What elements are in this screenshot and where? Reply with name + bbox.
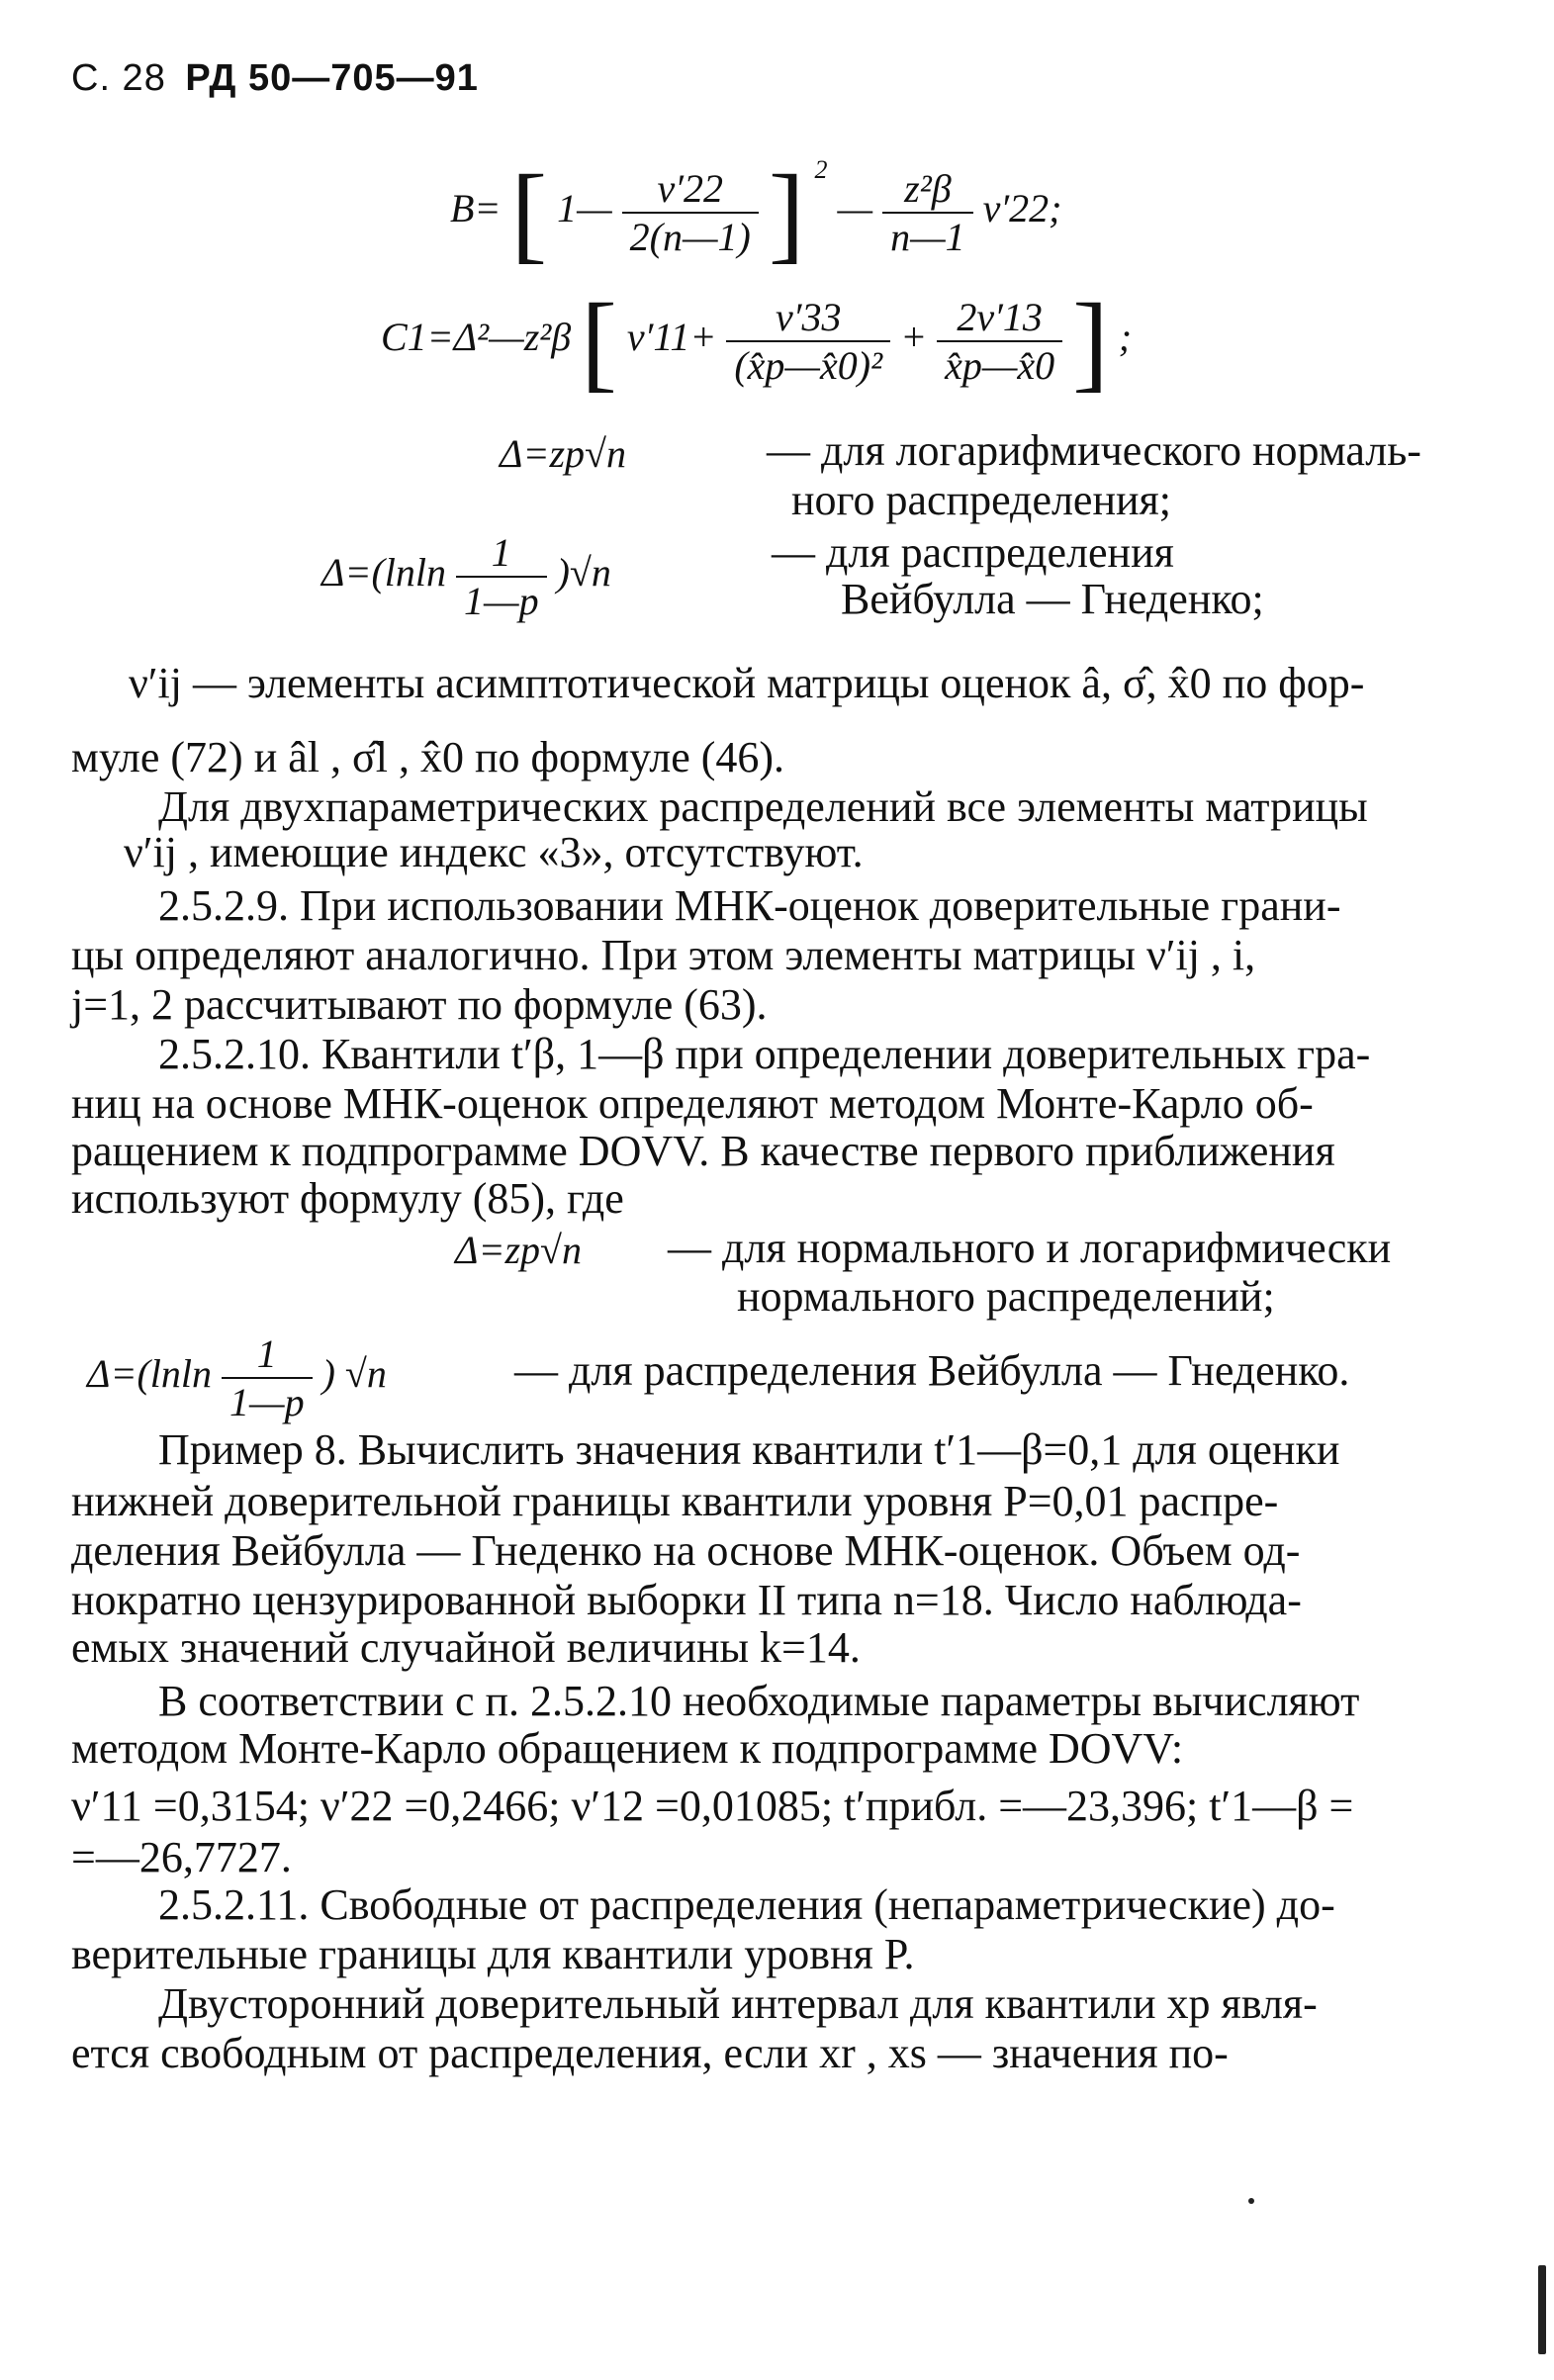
- formula-delta-weibull-lhs: Δ=(lnln: [321, 550, 447, 595]
- formula-b-denominator: 2(n—1): [629, 215, 751, 259]
- formula-delta-lognormal-text1: — для логарифмического нормаль-: [767, 426, 1421, 475]
- formula-delta-weibull2-text: — для распределения Вейбулла — Гнеденко.: [514, 1346, 1350, 1395]
- scan-edge-mark: [1538, 2265, 1546, 2354]
- formula-b-power: 2: [814, 154, 828, 184]
- formula-delta-normal-text1: — для нормального и логарифмически: [668, 1224, 1392, 1272]
- formula-b: [450, 152, 1062, 273]
- formula-b-minus: —: [837, 186, 873, 231]
- bracket-right: ]: [768, 152, 805, 273]
- example-line: методом Монте-Карло обращением к подпрограмме DOVV:: [71, 1724, 1184, 1773]
- formula-delta-weibull-numerator: 1: [456, 529, 547, 578]
- formula-b-fraction: [622, 165, 759, 260]
- paragraph-line: цы определяют аналогично. При этом элементы матрицы ν′ij , i,: [71, 931, 1256, 979]
- formula-delta-weibull2-rhs: ) √n: [321, 1351, 387, 1397]
- paragraph-line: ращением к подпрограмме DOVV. В качестве первого приближения: [71, 1127, 1335, 1175]
- formula-b-numerator2: z²β: [882, 165, 973, 214]
- formula-delta-weibull2: [87, 1330, 387, 1425]
- paragraph-line: 2.5.2.9. При использовании МНК-оценок доверительные грани-: [158, 881, 1341, 930]
- formula-delta-weibull-text1: — для распределения: [772, 528, 1174, 577]
- example-line: деления Вейбулла — Гнеденко на основе МНК-оценок. Объем од-: [71, 1526, 1301, 1575]
- paragraph-line: ν′ij , имеющие индекс «3», отсутствуют.: [124, 828, 864, 876]
- formula-delta-weibull-rhs: )√n: [556, 550, 611, 595]
- paragraph-line: j=1, 2 рассчитывают по формуле (63).: [71, 980, 768, 1029]
- formula-b-numerator: ν′22: [622, 165, 759, 214]
- page-number: С. 28: [71, 57, 166, 99]
- paragraph-line: ниц на основе МНК-оценок определяют методом Монте-Карло об-: [71, 1079, 1314, 1128]
- example-line: ν′11 =0,3154; ν′22 =0,2466; ν′12 =0,01085; t′прибл. =—23,396; t′1—β =: [71, 1782, 1354, 1830]
- section-line: Двусторонний доверительный интервал для квантили xp явля-: [158, 1979, 1318, 2028]
- paragraph-line: Для двухпараметрических распределений все элементы матрицы: [158, 782, 1368, 831]
- formula-c1-numerator1: ν′33: [726, 294, 890, 342]
- example-line: =—26,7727.: [71, 1833, 292, 1881]
- formula-delta-weibull2-fraction: [222, 1330, 313, 1425]
- example-line: нократно цензурированной выборки II типа n=18. Число наблюда-: [71, 1576, 1302, 1624]
- formula-delta-lognormal-text2: ного распределения;: [791, 476, 1172, 524]
- formula-delta-weibull-fraction: [456, 529, 547, 624]
- paragraph-line: 2.5.2.10. Квантили t′β, 1—β при определении доверительных гра-: [158, 1030, 1371, 1078]
- formula-c1-numerator2: 2ν′13: [937, 294, 1062, 342]
- bracket-left: [: [510, 152, 548, 273]
- section-line: верительные границы для квантили уровня P.: [71, 1930, 915, 1978]
- example-line: емых значений случайной величины k=14.: [71, 1623, 861, 1672]
- example-line: нижней доверительной границы квантили уровня P=0,01 распре-: [71, 1477, 1279, 1525]
- paragraph-line: используют формулу (85), где: [71, 1174, 624, 1223]
- formula-delta-normal: Δ=zp√n: [455, 1228, 582, 1272]
- section-line: 2.5.2.11. Свободные от распределения (непараметрические) до-: [158, 1880, 1335, 1929]
- formula-delta-weibull-denominator: 1—p: [464, 579, 539, 623]
- formula-delta-lognormal: Δ=zp√n: [500, 431, 626, 476]
- example-line: Пример 8. Вычислить значения квантили t′1—β=0,1 для оценки: [158, 1425, 1340, 1474]
- section-line: ется свободным от распределения, если xr , xs — значения по-: [71, 2029, 1229, 2077]
- bracket-right: ]: [1072, 281, 1109, 402]
- formula-delta-weibull-text2: Вейбулла — Гнеденко;: [841, 575, 1264, 623]
- formula-b-tail: ν′22;: [982, 186, 1062, 231]
- formula-delta-weibull2-numerator: 1: [222, 1330, 313, 1379]
- scan-speck: [1248, 2198, 1254, 2204]
- formula-delta-weibull2-lhs: Δ=(lnln: [87, 1351, 213, 1397]
- formula-c1-fraction2: [937, 294, 1062, 389]
- page-header: [71, 57, 479, 100]
- formula-c1-plus: +: [900, 315, 928, 360]
- formula-b-one: 1—: [557, 186, 612, 231]
- formula-c1: [381, 281, 1133, 402]
- bracket-left: [: [581, 281, 617, 402]
- formula-b-denominator2: n—1: [890, 215, 965, 259]
- formula-c1-fraction1: [726, 294, 890, 389]
- formula-delta-normal-text2: нормального распределений;: [737, 1272, 1275, 1321]
- formula-delta-weibull: [321, 529, 611, 624]
- paragraph-line: муле (72) и âl , σ̂l , x̂0 по формуле (46).: [71, 733, 785, 781]
- example-line: В соответствии с п. 2.5.2.10 необходимые параметры вычисляют: [158, 1677, 1360, 1725]
- formula-delta-weibull2-denominator: 1—p: [229, 1380, 305, 1424]
- formula-c1-denominator1: (x̂p—x̂0)²: [734, 343, 883, 388]
- formula-b-fraction2: [882, 165, 973, 260]
- formula-b-lhs: B=: [450, 186, 502, 231]
- formula-c1-term1: ν′11+: [626, 315, 717, 360]
- formula-c1-denominator2: x̂p—x̂0: [945, 343, 1055, 388]
- standard-code: РД 50—705—91: [185, 57, 479, 99]
- formula-c1-tail: ;: [1118, 315, 1133, 360]
- paragraph-line: ν′ij — элементы асимптотической матрицы оценок â, σ̂, x̂0 по фор-: [129, 659, 1365, 707]
- formula-c1-lhs: C1=Δ²—z²β: [381, 315, 572, 360]
